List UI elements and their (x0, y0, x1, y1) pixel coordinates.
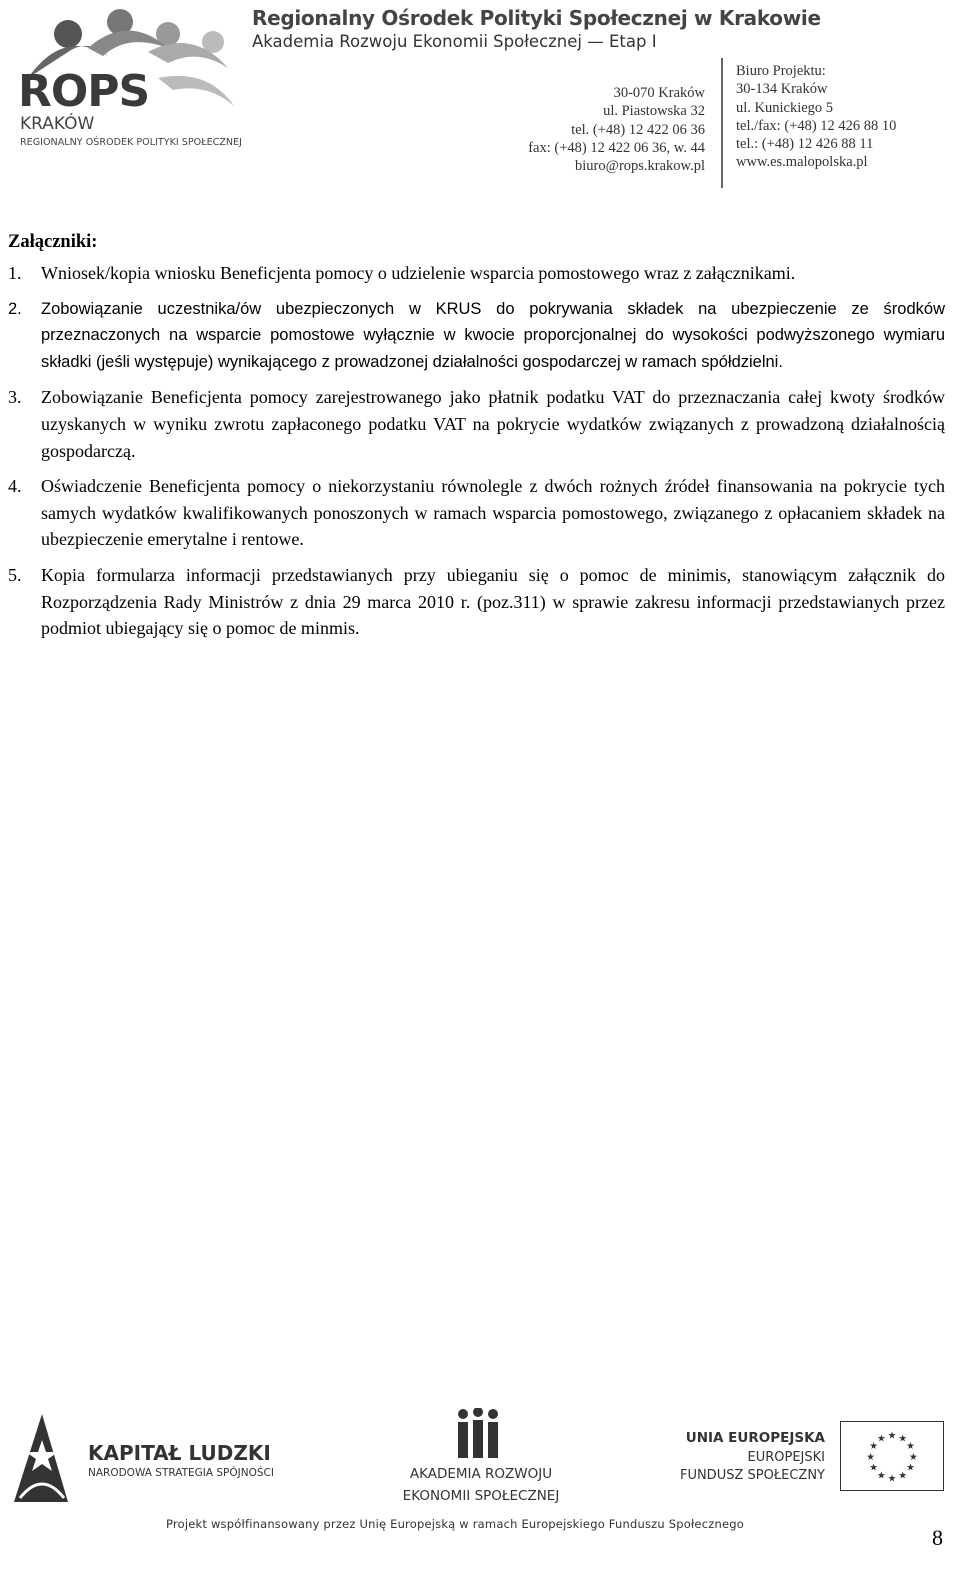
svg-text:★: ★ (898, 1470, 908, 1482)
logo-subtitle: REGIONALNY OŚRODEK POLITYKI SPOŁECZNEJ (20, 137, 242, 148)
kapital-ludzki-logo (12, 1410, 72, 1505)
svg-text:★: ★ (906, 1441, 915, 1453)
cofinancing-note: Projekt współfinansowany przez Unię Europejską w ramach Europejskiego Funduszu Społecznego (166, 1517, 744, 1531)
kapital-ludzki-icon (12, 1410, 72, 1505)
akademia-line2: EKONOMII SPOŁECZNEJ (402, 1488, 560, 1504)
item-text: Kopia formularza informacji przedstawianych przy ubieganiu się o pomoc de minimis, stanowiącym załącznik do Rozporządzenia Rady Ministrów z dnia 29 marca 2010 r. (poz.311) w sprawie zakresu informacji przedstawianych przez podmiot ubiegający się o pomoc de minmis. (41, 564, 945, 639)
page-number: 8 (932, 1525, 943, 1550)
svg-text:★: ★ (869, 1441, 878, 1453)
header-divider (721, 58, 723, 188)
item-number: 3. (8, 387, 22, 408)
akademia-line1: AKADEMIA ROZWOJU (409, 1466, 553, 1482)
address-line: Biuro Projektu: (736, 63, 826, 79)
kapital-ludzki-title: KAPITAŁ LUDZKI (88, 1441, 271, 1465)
main-office-address (528, 84, 705, 175)
header-subtitle: Akademia Rozwoju Ekonomii Społecznej — Etap I (252, 32, 657, 51)
svg-text:★: ★ (887, 1430, 897, 1442)
svg-text:★: ★ (876, 1470, 886, 1482)
document-body (8, 230, 945, 651)
item-number: 2. (8, 299, 22, 318)
eu-flag (840, 1421, 944, 1491)
eu-stars-icon (841, 1422, 943, 1490)
svg-text:★: ★ (906, 1462, 915, 1474)
item-number: 5. (8, 564, 22, 585)
attachments-heading: Załączniki: (8, 232, 98, 252)
letterhead (0, 0, 960, 195)
list-item (8, 562, 945, 642)
svg-text:★: ★ (869, 1462, 878, 1474)
address-line: ul. Piastowska 32 (603, 103, 705, 120)
kapital-ludzki-subtitle: NARODOWA STRATEGIA SPÓJNOŚCI (88, 1467, 274, 1479)
address-line: tel.: (+48) 12 426 88 11 (736, 136, 874, 153)
list-item (8, 296, 945, 376)
address-line: tel. (+48) 12 422 06 36 (571, 121, 705, 138)
item-text: Wniosek/kopia wniosku Beneficjenta pomocy o udzielenie wsparcia pomostowego wraz z załącznikami. (41, 263, 796, 283)
address-line: www.es.malopolska.pl (736, 154, 868, 171)
item-text: Oświadczenie Beneficjenta pomocy o niekorzystaniu równolegle z dwóch rożnych źródeł finansowania na pokrycie tych samych wydatków kwalifikowanych ponoszonych w ramach wsparcia pomostowego, związanego z opłacaniem składek na ubezpieczenie emerytalne i rentowe. (41, 476, 945, 550)
footer (0, 1400, 960, 1585)
item-text: Zobowiązanie Beneficjenta pomocy zarejestrowanego jako płatnik podatku VAT do przeznaczania całej kwoty środków uzyskanych w wyniku zwrotu zapłaconego podatku VAT na pokrycie wydatków związanych z prowadzoną działalnością gospodarczą. (41, 387, 945, 461)
address-line: ul. Kunickiego 5 (736, 99, 834, 116)
attachments-list (8, 260, 945, 642)
item-text: Zobowiązanie uczestnika/ów ubezpieczonych w KRUS do pokrywania składek na ubezpieczenie ze środków przeznaczonych na wsparcie pomostowe wyłącznie w kwocie proporcjonalnej do wysokości podwyższonego wymiaru składki (jeśli występuje) wynikającego z prowadzonej działalności gospodarczej w ramach spółdzielni. (41, 299, 945, 371)
list-item (8, 260, 945, 287)
list-item (8, 384, 945, 464)
eu-line1: UNIA EUROPEJSKA (685, 1430, 825, 1446)
address-line: 30-070 Kraków (613, 85, 705, 101)
item-number: 1. (8, 263, 22, 283)
address-line: fax: (+48) 12 422 06 36, w. 44 (528, 139, 705, 156)
svg-text:★: ★ (898, 1433, 908, 1445)
akademia-columns-icon (448, 1408, 508, 1460)
address-line: tel./fax: (+48) 12 426 88 10 (736, 117, 897, 134)
rops-logo (8, 8, 240, 148)
list-item (8, 473, 945, 553)
eu-line2: EUROPEJSKI (747, 1450, 825, 1465)
svg-text:★: ★ (876, 1433, 886, 1445)
svg-text:★: ★ (909, 1451, 918, 1463)
header-title: Regionalny Ośrodek Polityki Społecznej w Krakowie (252, 6, 821, 30)
project-office-address (736, 62, 896, 172)
akademia-logo (448, 1408, 508, 1460)
address-line: biuro@rops.krakow.pl (574, 158, 705, 175)
address-line: 30-134 Kraków (736, 81, 828, 98)
svg-text:★: ★ (866, 1451, 875, 1463)
logo-wordmark: ROPS (18, 66, 150, 117)
svg-text:★: ★ (887, 1473, 897, 1485)
item-number: 4. (8, 476, 22, 497)
logo-city: KRAKÓW (20, 114, 95, 134)
eu-line3: FUNDUSZ SPOŁECZNY (679, 1468, 825, 1483)
